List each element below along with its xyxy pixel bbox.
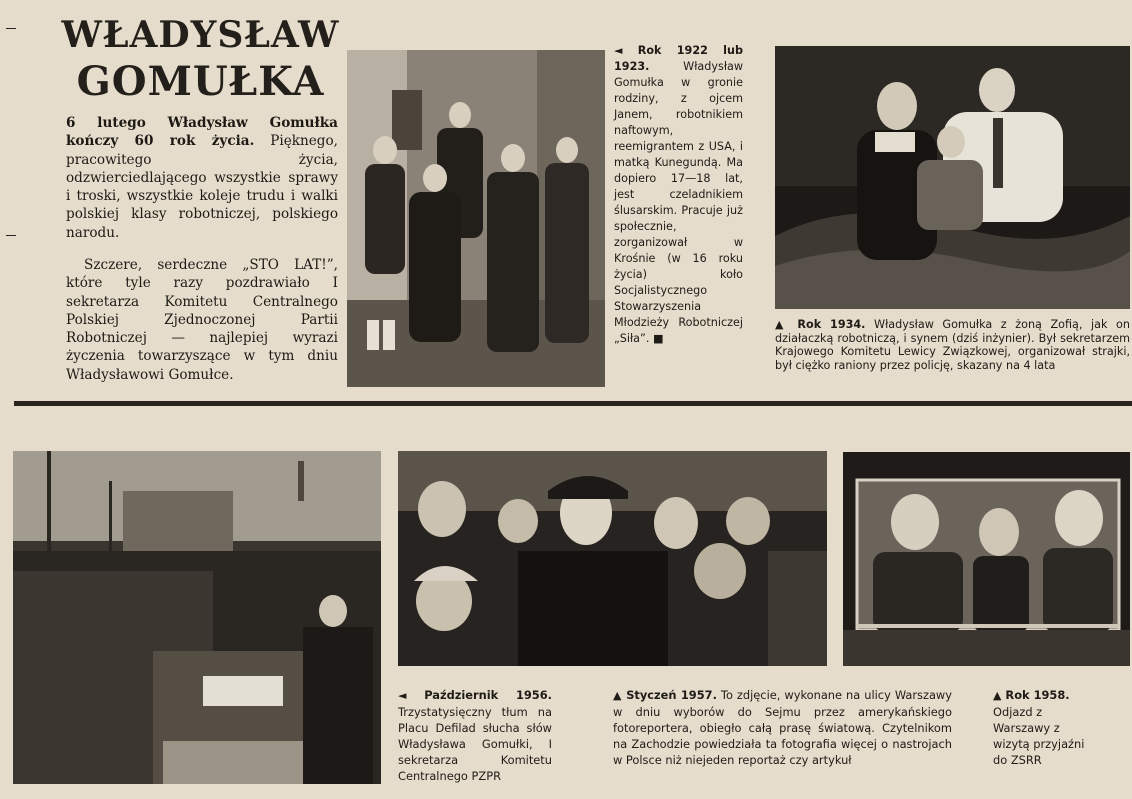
- caption-october-1956: [398, 687, 552, 784]
- intro-paragraph2: Szczere, serdeczne „STO LAT!”, które tyle razy pozdrawiało I sekretarza Komitetu Centralnego Polskiej Zjednoczonej Partii Robotniczej — najlepiej wyrazi życzenia towarzyszące w tym dniu Władysławowi Gomułce.: [66, 257, 338, 383]
- margin-mark-mid: [6, 235, 16, 236]
- caption-october-1956-text: Trzystatysięczny tłum na Placu Defilad słucha słów Władysława Gomułki, I sekretarza Komitetu Centralnego PZPR: [398, 705, 552, 783]
- caption-rok-1934-text: Władysław Gomułka z żoną Zofią, jak on działaczką robotniczą, i synem (dziś inżynier). Był sekretarzem Krajowego Komitetu Lewicy Związkowej, organizował strajki, był ciężko raniony przez policję, skazany na 4 lata: [775, 318, 1130, 372]
- arrow-up-icon: ▲: [775, 318, 789, 331]
- caption-october-1956-head: Październik 1956.: [406, 688, 552, 702]
- caption-rok-1958-head: Rok 1958.: [1001, 688, 1070, 702]
- caption-rok-1934: [775, 318, 1130, 372]
- photo-october-1956: [13, 451, 381, 784]
- caption-january-1957-head: Styczeń 1957.: [621, 688, 717, 702]
- title-line1: WŁADYSŁAW: [61, 14, 340, 56]
- photo-rok-1958: [843, 452, 1130, 666]
- arrow-left-icon: ◄: [398, 689, 407, 702]
- caption-rok-1934-head: Rok 1934.: [788, 318, 866, 331]
- photo-january-1957: [398, 451, 827, 666]
- intro-lead: [66, 114, 338, 242]
- intro-lead-bold: 6 lutego Władysław Gomułka kończy 60 rok życia.: [66, 115, 338, 150]
- caption-family-1922-head: Rok 1922 lub 1923.: [614, 44, 743, 73]
- arrow-up-icon: ▲: [613, 689, 622, 702]
- arrow-left-icon: ◄: [614, 44, 623, 57]
- title-line2: GOMUŁKA: [76, 58, 325, 105]
- photo-family-1922: [347, 50, 605, 387]
- section-divider: [14, 401, 1132, 406]
- intro-lead-rest: Pięknego, pracowitego życia, odzwierciedlającego wszystkie sprawy i troski, wszystkie koleje trudu i walki polskiej klasy robotniczej, polskiego narodu.: [66, 133, 338, 241]
- caption-january-1957-text: To zdjęcie, wykonane na ulicy Warszawy w dniu wyborów do Sejmu przez amerykańskiego fotoreportera, obiegło całą prasę światową. Czytelnikom na Zachodzie powiedziała ta fotografia więcej o nastrojach w Polsce niż niejeden reportaż czy artykuł: [613, 688, 952, 767]
- margin-mark-top: [6, 28, 16, 29]
- photo-rok-1934: [775, 46, 1130, 309]
- caption-january-1957: [613, 687, 952, 768]
- caption-rok-1958-text: Odjazd z Warszawy z wizytą przyjaźni do ZSRR: [993, 705, 1085, 767]
- caption-family-1922: [614, 43, 743, 347]
- arrow-up-icon: ▲: [993, 689, 1002, 702]
- end-square-icon: ■: [652, 332, 664, 345]
- caption-rok-1958: [993, 687, 1089, 768]
- caption-family-1922-text: Władysław Gomułka w gronie rodziny, z ojcem Janem, robotnikiem naftowym, reemigrantem z USA, i matką Kunegundą. Ma dopiero 17—18 lat, jest czeladnikiem ślusarskim. Pracuje już społecznie, zorganizował w Krośnie (w 16 roku życia) koło Socjalistycznego Stowarzyszenia Młodzieży Robotniczej „Siła”.: [614, 60, 743, 345]
